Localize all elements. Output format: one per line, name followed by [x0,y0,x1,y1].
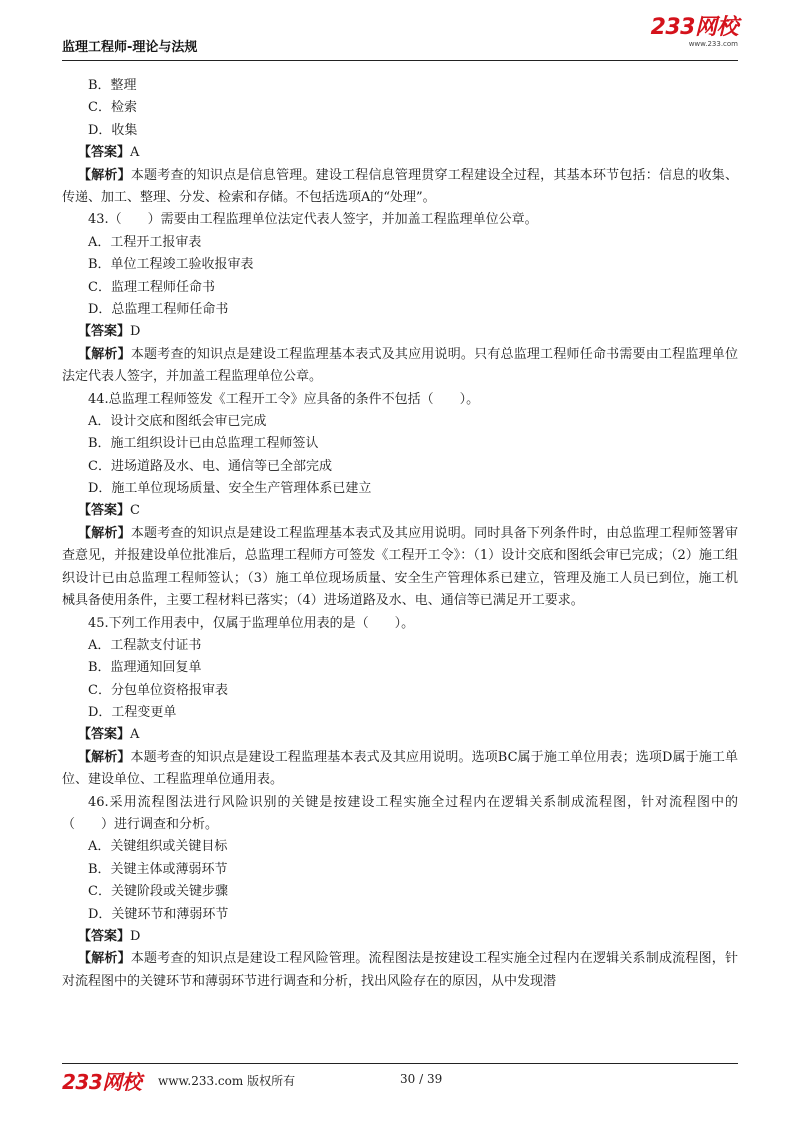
question-stem: 43.（ ）需要由工程监理单位法定代表人签字，并加盖工程监理单位公章。 [88,212,538,228]
answer-option: A．工程开工报审表 [88,234,202,250]
explanation-paragraph [62,344,738,389]
answer-option: D．关键环节和薄弱环节 [88,906,229,922]
answer-label: 【答案】 [78,145,131,161]
answer-value: D [130,929,141,945]
answer-option: A．设计交底和图纸会审已完成 [88,413,267,429]
question-stem: 44.总监理工程师签发《工程开工令》应具备的条件不包括（ ）。 [88,391,480,407]
document-body [62,75,738,993]
answer-label: 【答案】 [78,727,131,743]
answer-line [62,321,738,343]
answer-label: 【答案】 [78,503,131,519]
answer-option: D．总监理工程师任命书 [88,301,229,317]
page-header [62,14,738,61]
answer-option: C．进场道路及水、电、通信等已全部完成 [88,458,332,474]
explanation-text: 本题考查的知识点是建设工程风险管理。流程图法是按建设工程实施全过程内在逻辑关系制成流程图，针对流程图中的关键环节和薄弱环节进行调查和分析，找出风险存在的原因，从中发现潜 [62,951,738,989]
answer-line [62,142,738,164]
answer-option: B．施工组织设计已由总监理工程师签认 [88,436,319,452]
answer-option: C．监理工程师任命书 [88,279,215,295]
answer-value: A [130,727,140,743]
logo-url: www.233.com [688,40,738,48]
answer-option: A．工程款支付证书 [88,637,202,653]
answer-option: C．分包单位资格报审表 [88,682,228,698]
footer-logo: 233网校 [62,1070,142,1094]
explanation-text: 本题考查的知识点是信息管理。建设工程信息管理贯穿工程建设全过程，其基本环节包括：信息的收集、传递、加工、整理、分发、检索和存储。不包括选项A的“处理”。 [62,167,738,205]
question-stem: 46.采用流程图法进行风险识别的关键是按建设工程实施全过程内在逻辑关系制成流程图，针对流程图中的（ ）进行调查和分析。 [62,794,738,833]
page-number: 30 / 39 [400,1072,443,1086]
answer-option: B．关键主体或薄弱环节 [88,861,228,877]
answer-label: 【答案】 [78,929,131,945]
explanation-label: 【解析】 [78,525,131,541]
answer-value: D [130,324,141,340]
explanation-label: 【解析】 [78,951,131,967]
answer-option: C．关键阶段或关键步骤 [88,884,228,900]
answer-option: D．工程变更单 [88,705,177,721]
brand-logo [651,16,738,49]
explanation-paragraph [62,165,738,210]
answer-option: B．单位工程竣工验收报审表 [88,257,254,273]
explanation-paragraph [62,747,738,792]
explanation-text: 本题考查的知识点是建设工程监理基本表式及其应用说明。只有总监理工程师任命书需要由工程监理单位法定代表人签字，并加盖工程监理单位公章。 [62,346,738,385]
explanation-text: 本题考查的知识点是建设工程监理基本表式及其应用说明。同时具备下列条件时，由总监理工程师签署审查意见，并报建设单位批准后，总监理工程师方可签发《工程开工令》：（1）设计交底和图纸会审已完成；（2）施工组织设计已由总监理工程师签认；（3）施工单位现场质量、安全生产管理体系已建立，管理及施工人员已到位，施工机械具备使用条件，主要工程材料已落实；（4）进场道路及水、电、通信等已满足开工要求。 [62,525,738,609]
answer-option: D．收集 [88,122,138,138]
answer-option: A．关键组织或关键目标 [88,839,228,855]
question-stem: 45.下列工作用表中，仅属于监理单位用表的是（ ）。 [88,615,415,631]
explanation-paragraph [62,948,738,993]
answer-value: A [130,145,140,161]
answer-line [62,724,738,746]
explanation-text: 本题考查的知识点是建设工程监理基本表式及其应用说明。选项BC属于施工单位用表；选项D属于施工单位、建设单位、工程监理单位通用表。 [62,749,738,788]
page-footer [62,1063,738,1094]
explanation-label: 【解析】 [78,167,131,183]
explanation-paragraph [62,523,738,613]
answer-option: B．监理通知回复单 [88,660,202,676]
answer-line [62,926,738,948]
explanation-label: 【解析】 [78,749,131,765]
document-title: 监理工程师-理论与法规 [62,40,198,55]
explanation-label: 【解析】 [78,346,131,362]
footer-copyright: www.233.com 版权所有 [158,1074,296,1088]
answer-line [62,500,738,522]
answer-label: 【答案】 [78,324,131,340]
answer-option: D．施工单位现场质量、安全生产管理体系已建立 [88,481,372,497]
answer-option: C．检索 [88,100,137,116]
answer-option: B．整理 [88,78,137,93]
answer-value: C [130,503,140,519]
logo-text: 233网校 [650,15,738,40]
